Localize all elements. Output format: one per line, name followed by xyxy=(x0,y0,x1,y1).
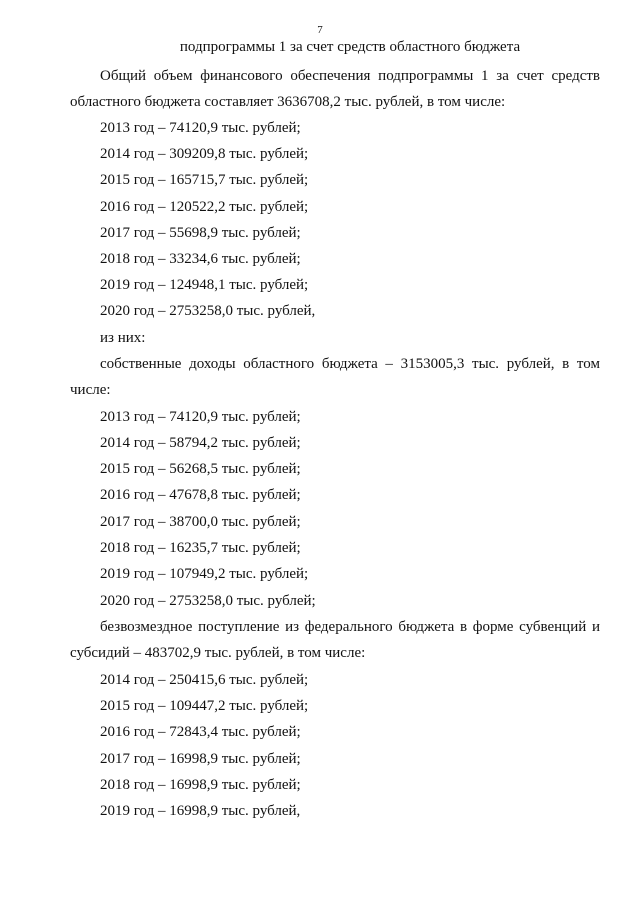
own-income-year-2016: 2016 год – 47678,8 тыс. рублей; xyxy=(100,487,301,503)
page-number: 7 xyxy=(317,24,323,36)
federal-year-2019: 2019 год – 16998,9 тыс. рублей, xyxy=(100,803,301,819)
total-year-2016: 2016 год – 120522,2 тыс. рублей; xyxy=(100,199,309,215)
own-income-year-2013: 2013 год – 74120,9 тыс. рублей; xyxy=(100,409,301,425)
own-income-year-2019: 2019 год – 107949,2 тыс. рублей; xyxy=(100,566,309,582)
federal-line-2: субсидий – 483702,9 тыс. рублей, в том числе: xyxy=(70,645,366,661)
total-year-2020: 2020 год – 2753258,0 тыс. рублей, xyxy=(100,303,316,319)
intro-line-2: областного бюджета составляет 3636708,2 тыс. рублей, в том числе: xyxy=(70,94,506,110)
total-year-2015: 2015 год – 165715,7 тыс. рублей; xyxy=(100,172,309,188)
total-year-2018: 2018 год – 33234,6 тыс. рублей; xyxy=(100,251,301,267)
total-year-2014: 2014 год – 309209,8 тыс. рублей; xyxy=(100,146,309,162)
own-income-line-2: числе: xyxy=(70,382,111,398)
federal-year-2016: 2016 год – 72843,4 тыс. рублей; xyxy=(100,724,301,740)
own-income-year-2014: 2014 год – 58794,2 тыс. рублей; xyxy=(100,435,301,451)
own-income-year-2020: 2020 год – 2753258,0 тыс. рублей; xyxy=(100,593,316,609)
federal-year-2018: 2018 год – 16998,9 тыс. рублей; xyxy=(100,777,301,793)
own-income-year-2015: 2015 год – 56268,5 тыс. рублей; xyxy=(100,461,301,477)
federal-year-2015: 2015 год – 109447,2 тыс. рублей; xyxy=(100,698,309,714)
total-year-2019: 2019 год – 124948,1 тыс. рублей; xyxy=(100,277,309,293)
own-income-year-2017: 2017 год – 38700,0 тыс. рублей; xyxy=(100,514,301,530)
federal-line-1: безвозмездное поступление из федерального бюджета в форме субвенций и xyxy=(100,619,600,635)
federal-year-2014: 2014 год – 250415,6 тыс. рублей; xyxy=(100,672,309,688)
of-them-label: из них: xyxy=(100,330,146,346)
section-heading: подпрограммы 1 за счет средств областного бюджета xyxy=(179,39,521,55)
federal-year-2017: 2017 год – 16998,9 тыс. рублей; xyxy=(100,751,301,767)
total-year-2017: 2017 год – 55698,9 тыс. рублей; xyxy=(100,225,301,241)
total-year-2013: 2013 год – 74120,9 тыс. рублей; xyxy=(100,120,301,136)
own-income-line-1: собственные доходы областного бюджета – 3153005,3 тыс. рублей, в том xyxy=(100,356,600,372)
own-income-year-2018: 2018 год – 16235,7 тыс. рублей; xyxy=(100,540,301,556)
intro-line-1: Общий объем финансового обеспечения подпрограммы 1 за счет средств xyxy=(100,68,600,84)
